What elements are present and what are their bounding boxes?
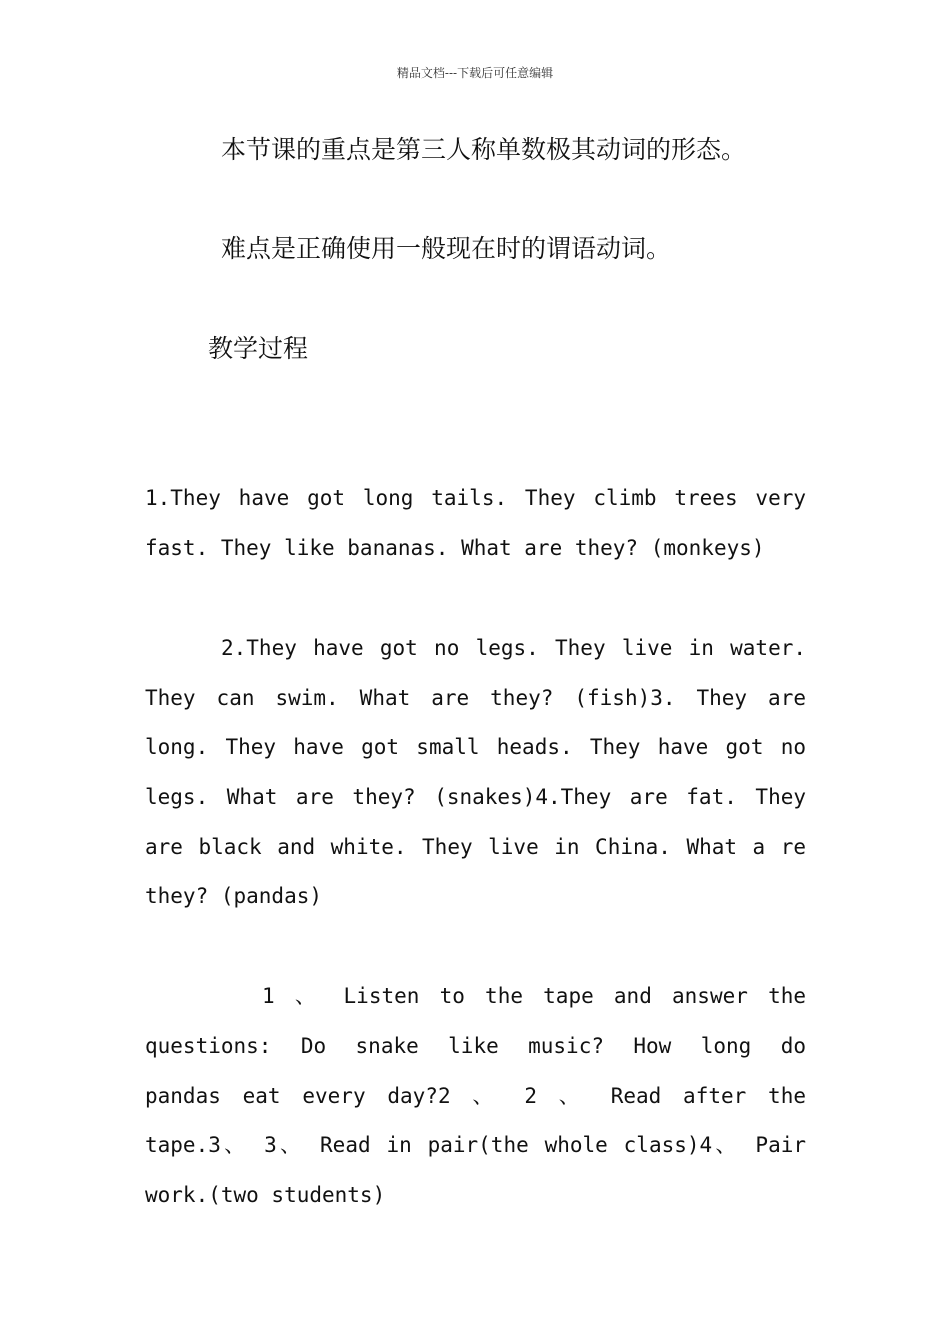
difficulty-text: 难点是正确使用一般现在时的谓语动词。 bbox=[221, 234, 672, 263]
activity-line: work.(two students) bbox=[145, 1183, 386, 1207]
process-heading: 教学过程 bbox=[208, 334, 309, 363]
riddle-line: 1.They have got long tails. They climb trees very bbox=[145, 486, 806, 510]
riddle-line: legs. What are they? (snakes)4.They are fat. They bbox=[145, 785, 806, 809]
riddle-line: they? (pandas) bbox=[145, 884, 323, 908]
page-header: 精品文档---下载后可任意编辑 bbox=[396, 66, 554, 80]
key-point-text: 本节课的重点是第三人称单数极其动词的形态。 bbox=[221, 135, 747, 164]
activity-line: questions: Do snake like music? How long do bbox=[145, 1034, 806, 1058]
riddle-line: are black and white. They live in China. What a re bbox=[145, 835, 806, 859]
riddle-line: 2.They have got no legs. They live in water. bbox=[221, 636, 806, 660]
activity-line: tape.3、 3、 Read in pair(the whole class)4、 Pair bbox=[145, 1133, 806, 1157]
activity-line: 1 、 Listen to the tape and answer the bbox=[262, 984, 806, 1008]
riddle-line: fast. They like bananas. What are they? (monkeys) bbox=[145, 536, 765, 560]
activity-line: pandas eat every day?2 、 2 、 Read after the bbox=[145, 1084, 806, 1108]
riddle-line: long. They have got small heads. They have got no bbox=[145, 735, 806, 759]
riddle-line: They can swim. What are they? (fish)3. They are bbox=[145, 686, 806, 710]
